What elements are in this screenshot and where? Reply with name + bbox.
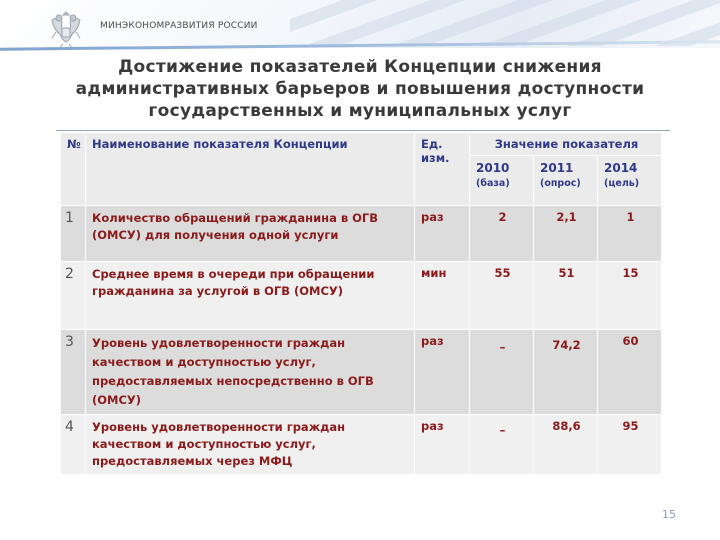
year-note: (база) [476,178,510,189]
year-label: 2010 [476,161,510,175]
year-note: (цель) [604,178,640,189]
row-value-2010: 2 [470,206,534,262]
year-label: 2011 [540,161,574,175]
page-title-line: государственных и муниципальных услуг [148,101,572,121]
row-number: 3 [61,330,86,415]
row-number: 1 [61,206,86,262]
year-label: 2014 [604,161,638,175]
header-value: Значение показателя [470,133,662,156]
row-unit: раз [415,415,470,475]
page-title-line: Достижение показателей Концепции снижения [118,57,602,77]
table-header-row [61,133,662,156]
title-divider [56,130,670,131]
row-unit: раз [415,330,470,415]
table-row [61,330,662,415]
row-value-2010: 55 [470,262,534,330]
page-number: 15 [662,508,676,521]
header-unit [415,133,470,206]
coat-of-arms-icon [44,6,88,50]
row-value-2011: 74,2 [534,330,598,415]
row-value-2010: – [470,415,534,475]
row-value-2011: 51 [534,262,598,330]
row-value-2011: 2,1 [534,206,598,262]
row-number: 2 [61,262,86,330]
row-value-2014: 60 [598,330,662,415]
table-row [61,206,662,262]
row-unit: раз [415,206,470,262]
header-unit-line: Ед. [421,137,443,151]
row-number: 4 [61,415,86,475]
row-indicator-name: Уровень удовлетворенности граждан качеством и доступностью услуг, предоставляемых непосредственно в ОГВ (ОМСУ) [86,330,415,415]
header-name: Наименование показателя Концепции [86,133,415,206]
table-row [61,415,662,475]
header-decoration [290,0,720,46]
row-unit: мин [415,262,470,330]
year-note: (опрос) [540,178,581,189]
indicators-table [60,132,662,475]
header-num: № [61,133,86,206]
row-value-2014: 95 [598,415,662,475]
row-indicator-name: Уровень удовлетворенности граждан качеством и доступностью услуг, предоставляемых через МФЦ [86,415,415,475]
page-title-line: административных барьеров и повышения доступности [75,79,645,99]
table-row [61,262,662,330]
row-value-2014: 15 [598,262,662,330]
header-year-2011 [534,156,598,206]
row-value-2014: 1 [598,206,662,262]
ministry-name: МИНЭКОНОМРАЗВИТИЯ РОССИИ [100,21,258,31]
header-unit-line: изм. [421,151,450,165]
row-indicator-name: Среднее время в очереди при обращении гражданина за услугой в ОГВ (ОМСУ) [86,262,415,330]
header-year-2010 [470,156,534,206]
row-value-2010: – [470,330,534,415]
header-year-2014 [598,156,662,206]
row-indicator-name: Количество обращений гражданина в ОГВ (ОМСУ) для получения одной услуги [86,206,415,262]
page-title [40,56,680,122]
row-value-2011: 88,6 [534,415,598,475]
